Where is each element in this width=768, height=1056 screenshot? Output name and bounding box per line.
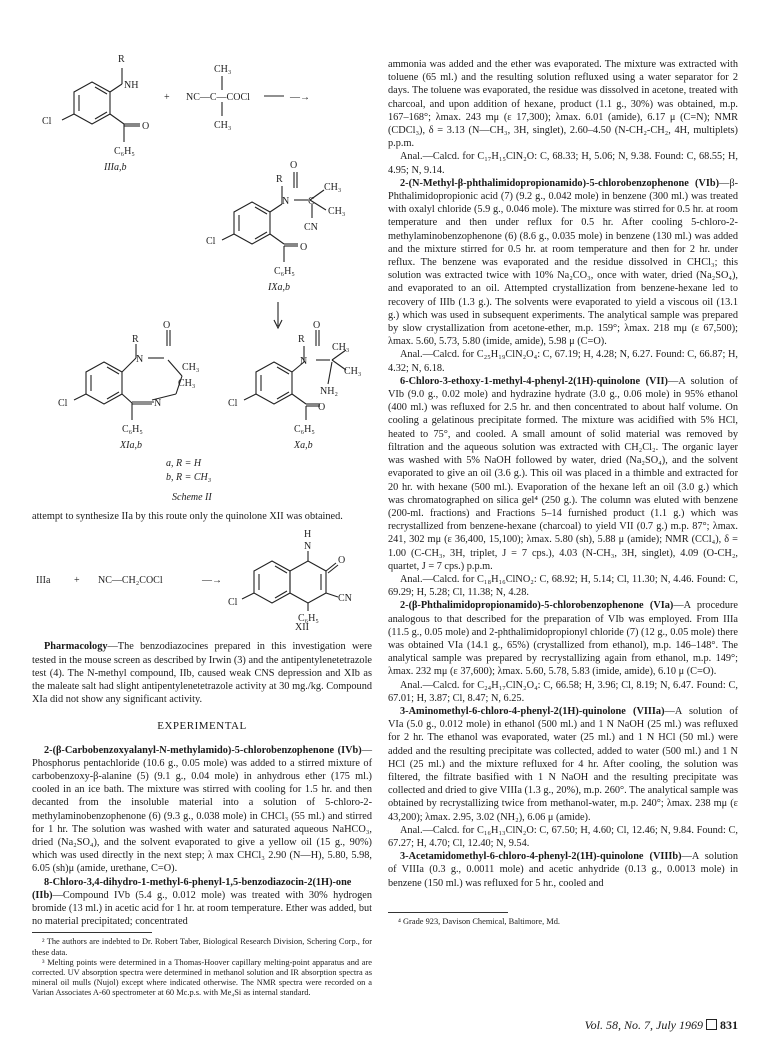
scheme-n-label: N	[136, 354, 144, 365]
scheme-legend-b: b, R = CH₃	[166, 472, 212, 483]
scheme-arrow-1: —→	[290, 92, 310, 103]
via-text: —A procedure analogous to that described for the preparation of VIb was employed. From IIIa (11.5 g., 0.05 mole) and 2-phthalimidopropionyl chloride (7) (12 g., 0.05 mole) there was obtained VIa (14.1 g., 65%) (crystallized from ethanol), m.p. 146–148°. The analytical sample was prepared by recrystallizing again from ethanol, m.p. 149°; λmax. 232 mμ (ε 37,600); λmax. 5.60, 5.78, 5.83 (imide, amide), 6.10 μ (C=O).	[388, 600, 739, 678]
scheme-o-label: O	[318, 402, 326, 413]
scheme-n-label: N	[282, 196, 290, 207]
vii-head: 6-Chloro-3-ethoxy-1-methyl-4-phenyl-2(1H)-quinolone (VII)	[400, 375, 668, 387]
scheme-c6h5-label: C₆H₅	[294, 424, 315, 435]
eq2-c6h5: C₆H₅	[298, 613, 319, 624]
page-footer	[585, 1018, 738, 1033]
scheme-n-label: N	[154, 398, 162, 409]
vib-paragraph	[388, 177, 738, 349]
eq2-left: IIIa	[36, 575, 51, 587]
paragraph-after-scheme: attempt to synthesize IIa by this route only the quinolone XII was obtained.	[32, 511, 343, 522]
footnote-rule	[32, 932, 152, 933]
vii-analysis: Anal.—Calcd. for C₁₈H₁₆ClNO₂: C, 68.92; H, 5.14; Cl, 11.30; N, 4.46. Found: C, 69.29; H, 5.28; Cl, 11.38; N, 4.28.	[388, 573, 738, 599]
footnote-rule-right	[388, 912, 508, 913]
scheme-ch3-label: CH₃	[324, 182, 342, 193]
via-head: 2-(β-Phthalimidopropionamido)-5-chlorobenzophenone (VIa)	[400, 600, 674, 612]
compound-label-ix: IXa,b	[268, 282, 290, 293]
viiia-head: 3-Aminomethyl-6-chloro-4-phenyl-2(1H)-quinolone (VIIIa)	[400, 705, 665, 717]
scheme-r-label: R	[132, 334, 139, 345]
experimental-heading: EXPERIMENTAL	[157, 720, 247, 733]
right-column	[388, 58, 738, 927]
page-number: 831	[720, 1018, 738, 1032]
viiib-text: —A solution of VIIIa (0.3 g., 0.0011 mole) and acetic anhydride (0.13 g., 0.0013 mole) in benzene (150 ml.) was refluxed for 5 hr., cooled and	[388, 851, 738, 889]
iib-paragraph	[32, 876, 372, 929]
scheme-o-label: O	[300, 242, 308, 253]
iib-continued: ammonia was added and the ether was evaporated. The mixture was extracted with toluene (65 ml.) and the resulting solution refluxed using a water separator for 2 days. The toluene was evaporated, the residue was dissolved in acetone, treated with charcoal, and upon addition of hexane, product (1.1 g., 30%) was obtained, m.p. 167–168°; λmax. 243 mμ (ε 17,300); λmax. 6.01 (amide), 6.17 μ (C=N); NMR (CDCl₃), δ = 3.13 (N—CH₃, 3H, singlet), 2.60–4.50 (N-CH₂-CH₂, 4H, multiplets) p.p.m.	[388, 59, 738, 150]
vib-head: 2-(N-Methyl-β-phthalimidopropionamido)-5-chlorobenzophenone (VIb)	[400, 177, 720, 189]
scheme-nh-label: NH	[124, 80, 139, 91]
eq2-n: N	[304, 541, 312, 553]
compound-label-iii: IIIa,b	[104, 162, 127, 173]
ivb-paragraph	[32, 744, 372, 876]
scheme-reagent-label: NC—C—COCl	[186, 92, 250, 103]
ivb-head: 2-(β-Carbobenzoxyalanyl-N-methylamido)-5-chlorobenzophenone (IVb)	[44, 744, 362, 756]
scheme-o-label: O	[313, 320, 321, 331]
scheme-r-label: R	[276, 174, 283, 185]
eq2-arrow: —→	[202, 575, 222, 587]
scheme-nh2-label: NH₂	[320, 386, 338, 397]
scheme-o-label: O	[163, 320, 171, 331]
scheme-ch3-label: CH₃	[344, 366, 362, 377]
compound-label-xi: XIa,b	[120, 440, 142, 451]
compound-label-x: Xa,b	[294, 440, 313, 451]
scheme-ch3-label: CH₃	[332, 342, 350, 353]
viiib-head: 3-Acetamidomethyl-6-chloro-4-phenyl-2(1H)-quinolone (VIIIb)	[400, 851, 682, 863]
via-paragraph	[388, 599, 738, 678]
scheme-legend-a: a, R = H	[166, 458, 202, 469]
vib-analysis: Anal.—Calcd. for C₂₅H₁₉ClN₂O₄: C, 67.19; H, 4.28; N, 6.27. Found: C, 66.87; H, 4.32; N, 6.18.	[388, 349, 738, 374]
pharmacology-paragraph	[32, 640, 372, 706]
scheme-ch3-label: CH₃	[182, 362, 200, 373]
scheme-cl-label: Cl	[58, 398, 68, 409]
eq2-cn: CN	[338, 593, 352, 605]
pharmacology-text: —The benzodiazocines prepared in this investigation were tested in the mouse screen as described by Irwin (3) and the antipentylenetetrazole test (4). The N-methyl compound, IIb, caused weak CNS depression and XIb as the maleate salt had slight antipentylenetetrazole activity at 30 mg./kg. Compound XIa did not show any significant activity.	[32, 641, 372, 706]
scheme-ch3-label: CH₃	[214, 120, 232, 131]
square-separator-icon	[706, 1019, 717, 1030]
scheme-plus-1: +	[164, 92, 170, 103]
eq2-o: O	[338, 555, 346, 567]
scheme-c6h5-label: C₆H₅	[122, 424, 143, 435]
scheme-c6h5-label: C₆H₅	[114, 146, 135, 157]
eq2-label: XII	[295, 622, 309, 634]
scheme-cl-label: Cl	[206, 236, 216, 247]
scheme-cn-label: CN	[304, 222, 318, 233]
pharmacology-head: Pharmacology	[44, 641, 108, 653]
scheme-cl-label: Cl	[42, 116, 52, 127]
viiib-paragraph	[388, 850, 738, 890]
vii-paragraph	[388, 375, 738, 573]
left-column	[32, 0, 372, 999]
quinolone-xii-figure	[32, 527, 372, 623]
viiia-paragraph	[388, 705, 738, 824]
eq2-h: H	[304, 529, 312, 541]
eq2-cl: Cl	[228, 597, 238, 609]
scheme-cl-label: Cl	[228, 398, 238, 409]
viiia-analysis: Anal.—Calcd. for C₁₆H₁₃ClN₂O: C, 67.50; H, 4.60; Cl, 12.46; N, 9.84. Found: C, 67.27; H, 4.70; Cl, 12.40; N, 9.54.	[388, 824, 738, 849]
scheme-ch3-label: CH₃	[214, 64, 232, 75]
eq2-reagent: NC—CH₂COCl	[98, 575, 163, 587]
iib-head: 8-Chloro-3,4-dihydro-1-methyl-6-phenyl-1,5-benzodiazocin-2(1H)-one (IIb)	[32, 876, 352, 901]
scheme-o-label: O	[142, 121, 150, 132]
footnote-3: ³ Melting points were determined in a Thomas-Hoover capillary melting-point apparatus and are corrected. UV absorption spectra were determined in methanol solution and IR absorption spectra as mineral oil mulls (Nujol) except where indicated otherwise. The NMR spectra were recorded on a Varian Associates A-60 spectrometer at 60 Mc.p.s. with Me₄Si as internal standard.	[32, 957, 372, 998]
footnote-2: ² The authors are indebted to Dr. Robert Taber, Biological Research Division, Schering Corp., for these data.	[32, 937, 372, 957]
scheme-r-label: R	[298, 334, 305, 345]
footnote-4: ⁴ Grade 923, Davison Chemical, Baltimore, Md.	[398, 916, 561, 926]
journal-citation: Vol. 58, No. 7, July 1969	[584, 1018, 703, 1032]
viiia-text: —A solution of VIa (5.0 g., 0.012 mole) in ethanol (500 ml.) and 1 N NaOH (25 ml.) was refluxed for 2 hr. The ethanol was evaporated, water (25 ml.) and 1 N HCl (50 ml.) were added and the resulting precipitate was collected, added to water (500 ml.) and 1 N HCl (25 ml.) and the mixture refluxed for 4 hr. After cooling, the solution was filtered, the filtrate basified with 1 N NaOH and the resulting precipitate was collected and dried to give VIIIa (1.3 g., 20%), m.p. 260°. The analytical sample was obtained by recrystallizing twice from methanol-water, m.p. 240°; λmax. 238 mμ (ε 43,200); λmax. 2.95, 3.02 (NH₂), 6.06 μ (amide).	[388, 705, 739, 823]
scheme-caption: Scheme II	[172, 492, 212, 503]
iib-text: —Compound IVb (5.4 g., 0.012 mole) was treated with 30% hydrogen bromide (13 ml.) in acetic acid for 1 hr. at room temperature. Ether was added, but no material precipitated; concentrated	[32, 889, 372, 928]
vib-text: —β-Phthalimidopropionic acid (7) (9.2 g., 0.042 mole) in benzene (300 ml.) was treated with oxalyl chloride (5.9 g., 0.046 mole). The mixture was stirred for 0.5 hr. at room temperature and then under reflux for 0.5 hr. After cooling 5-chloro-2-methylaminobenzophenone (6) (8.6 g., 0.035 mole) in benzene (130 ml.) was added and the mixture stirred for 0.5 hr. at room temperature and then for 2 hr. under reflux. The benzene was evaporated and the residue dissolved in CHCl₃; this solution was extracted twice with 10% Na₂CO₃, once with water, dried (Na₂SO₄), and evaporated to an oil. Attempted crystallization from benzene-hexane led to recovery of IIIb (1.3 g.). The solvents were evaporated to yield a viscous oil (13.1 g.) which was used in subsequent experiments. The analytical sample was prepared by slow crystallization from acetone-ether, m.p. 159°; λmax. 218 mμ (ε 67,500); λmax. 5.60, 5.73, 5.80 (imide, amide), 5.98 μ (C=O).	[388, 177, 738, 348]
scheme-n-label: N	[300, 356, 308, 367]
scheme-c-label: C	[308, 196, 315, 207]
scheme-ch3-label: CH₃	[178, 378, 196, 389]
vii-text: —A solution of VIb (9.0 g., 0.02 mole) and hydrazine hydrate (3.0 g., 0.06 mole) in 95% ethanol (400 ml.) was refluxed for 2.5 hr. and then concentrated to about half volume. On cooling a gelatinous precipitate formed. The mixture was acidified with 5% HCl, heated to 75°, and cooled. A small amount of solid material was removed by filtration and the aqueous solution was extracted with CH₂Cl₂. The organic layer was washed with 5% NaOH followed by water, dried (Na₂SO₄), and the solvent evaporated to give an oil (3.6 g.). This oil was placed in a thimble and extracted for 20 hr. with hexane (500 ml.). Evaporation of the hexane left an oil (3.0 g.) which was chromatographed on silica gel⁴ (250 g.). The column was eluted with benzene (200-ml. fractions) and Fractions 5–14 furnished product (1.1 g.) which was recrystallized from benzene-hexane (charcoal) to yield VII (0.7 g.) m.p. 87°; λmax. 241, 302 mμ (ε 36,400, 15,100); λmax. 5.80 (sh), 5.88 μ (amide); NMR (CCl₄), δ = 1.00 (C-CH₃, 3H, triplet, J = 7 cps.), 4.03 (N-CH₃, 3H, singlet), 4.09 (O-CH₂, quartet, J = 7 cps.) p.p.m.	[388, 375, 738, 572]
scheme-o-label: O	[290, 160, 298, 171]
eq2-plus: +	[74, 575, 80, 587]
scheme-ii-figure	[32, 40, 372, 510]
scheme-c6h5-label: C₆H₅	[274, 266, 295, 277]
iib-analysis: Anal.—Calcd. for C₁₇H₁₅ClN₂O: C, 68.33; H, 5.06; N, 9.38. Found: C, 68.55; H, 4.95; N, 9.14.	[388, 151, 738, 176]
scheme-ch3-label: CH₃	[328, 206, 346, 217]
scheme-r-label: R	[118, 54, 125, 65]
via-analysis: Anal.—Calcd. for C₂₄H₁₇ClN₂O₄: C, 66.58; H, 3.96; Cl, 8.19; N, 6.47. Found: C, 67.01; H, 3.87; Cl, 8.47; N, 6.25.	[388, 679, 738, 704]
ivb-text: —Phosphorus pentachloride (10.6 g., 0.05 mole) was added to a stirred mixture of carbobenzoxy-β-alanine (5) (9.1 g., 0.04 mole) in anhydrous ether (175 ml.) cooled in an ice bath. The mixture was stirred with cooling for 1.5 hr. and then decanted from the insoluble material into a solution of 5-chloro-2-methylaminobenzophenone (6) (9.3 g., 0.038 mole) in CHCl₃ (55 ml.) and stirred for 1 hr. The solution was washed with water and saturated aqueous NaHCO₃, dried (Na₂SO₄), and the solvent evaporated to give a yellow oil (15 g., 90%) which was used directly in the next step; λ max CHCl₃ 2.90 (N—H), 5.80, 5.98, 6.05 (sh)μ (amide, urethane, C=O).	[32, 744, 372, 875]
